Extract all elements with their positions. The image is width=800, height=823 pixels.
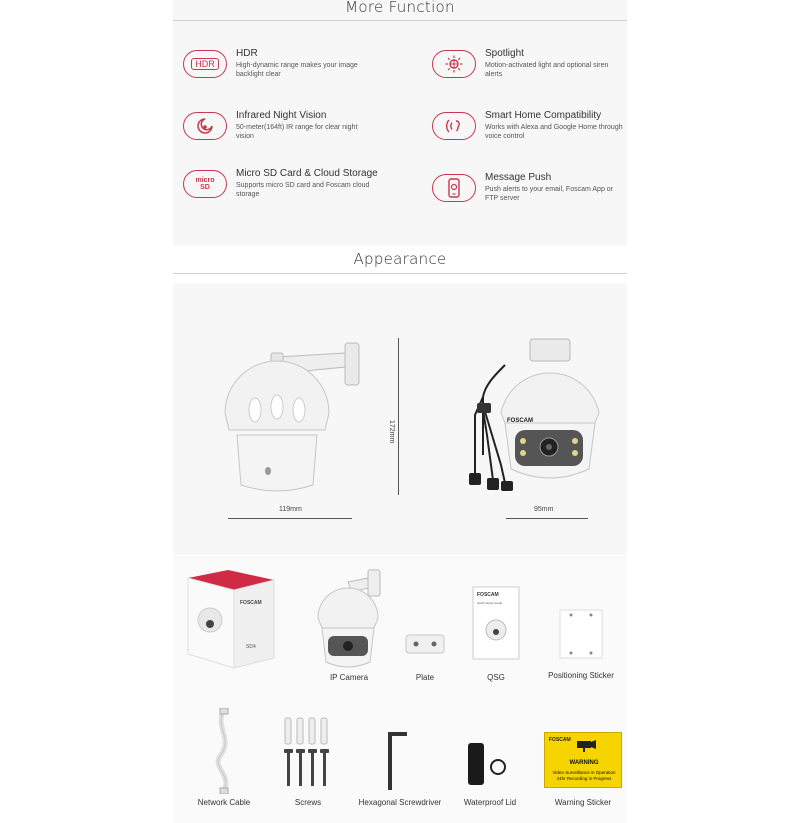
sticker-brand-text: FOSCAM: [549, 737, 571, 743]
feature-title: Smart Home Compatibility: [485, 110, 602, 121]
section-title-more-function: More Function: [345, 0, 455, 16]
camera-front-view: [465, 335, 605, 495]
item-label: Waterproof Lid: [463, 798, 517, 807]
micro-sd-icon: [183, 170, 227, 198]
width-dimension-line: [228, 518, 352, 519]
spotlight-icon: [432, 50, 476, 78]
hex-screwdriver-image: [383, 728, 411, 792]
feature-title: Message Push: [485, 172, 552, 183]
feature-title: HDR: [236, 48, 258, 59]
phone-push-icon: [432, 174, 476, 202]
item-label: Positioning Sticker: [548, 671, 614, 680]
feature-desc: Push alerts to your email, Foscam App or FTP server: [485, 186, 613, 202]
network-cable-image: [208, 708, 240, 794]
camera-brand-text: FOSCAM: [507, 418, 533, 424]
qsg-brand-text: FOSCAM: [477, 592, 499, 598]
section-title-appearance: Appearance: [353, 250, 447, 268]
width-dimension-label: 119mm: [279, 506, 302, 513]
positioning-sticker-image: [559, 609, 603, 659]
box-brand-text: FOSCAM: [240, 600, 262, 606]
feature-desc: 50-meter(164ft) IR range for clear night vision: [236, 124, 358, 140]
night-vision-icon: [183, 112, 227, 140]
feature-spotlight: [432, 48, 632, 88]
feature-desc: Supports micro SD card and Foscam cloud storage: [236, 182, 370, 198]
depth-dimension-line: [506, 518, 588, 519]
sticker-notice-text: Video Surveillance in Operation 24hr Recording in Progress: [552, 770, 616, 781]
feature-desc: Motion-activated light and optional siren alerts: [485, 62, 609, 78]
feature-night-vision: [183, 110, 383, 150]
depth-dimension-label: 95mm: [534, 506, 554, 513]
item-label: QSG: [487, 673, 505, 682]
feature-desc: High-dynamic range makes your image backlight clear: [236, 62, 358, 78]
feature-title: Infrared Night Vision: [236, 110, 327, 121]
feature-storage: [183, 168, 383, 208]
warning-sticker-image: [544, 732, 622, 788]
hdr-icon: [183, 50, 227, 78]
hdr-badge: HDR: [191, 58, 219, 70]
box-model-text: SD4: [246, 644, 256, 650]
cctv-camera-icon: [575, 739, 597, 753]
item-label: Hexagonal Screwdriver: [358, 798, 442, 807]
feature-title: Micro SD Card & Cloud Storage: [236, 168, 378, 179]
item-label: Plate: [415, 673, 435, 682]
section-divider: [173, 20, 627, 21]
item-label: Network Cable: [197, 798, 251, 807]
screws-image: [282, 716, 330, 790]
plate-image: [404, 631, 446, 657]
sticker-warning-text: WARNING: [569, 760, 599, 766]
item-label: Warning Sticker: [554, 798, 612, 807]
feature-message-push: [432, 172, 632, 212]
ip-camera-image: [312, 568, 386, 670]
feature-title: Spotlight: [485, 48, 524, 59]
voice-control-icon: [432, 112, 476, 140]
camera-side-view: [215, 335, 375, 500]
section-divider: [173, 273, 627, 274]
height-dimension-line: [398, 338, 399, 495]
micro-sd-badge: micro SD: [195, 177, 215, 191]
qsg-image: [472, 586, 520, 660]
item-label: Screws: [294, 798, 322, 807]
feature-desc: Works with Alexa and Google Home through voice control: [485, 124, 623, 140]
feature-hdr: [183, 48, 383, 88]
height-dimension-label: 172mm: [388, 420, 395, 444]
product-box-image: [186, 568, 278, 670]
qsg-title-text: Quick Setup Guide: [477, 601, 503, 605]
waterproof-lid-image: [464, 741, 508, 787]
item-label: IP Camera: [329, 673, 369, 682]
feature-smart-home: [432, 110, 632, 150]
